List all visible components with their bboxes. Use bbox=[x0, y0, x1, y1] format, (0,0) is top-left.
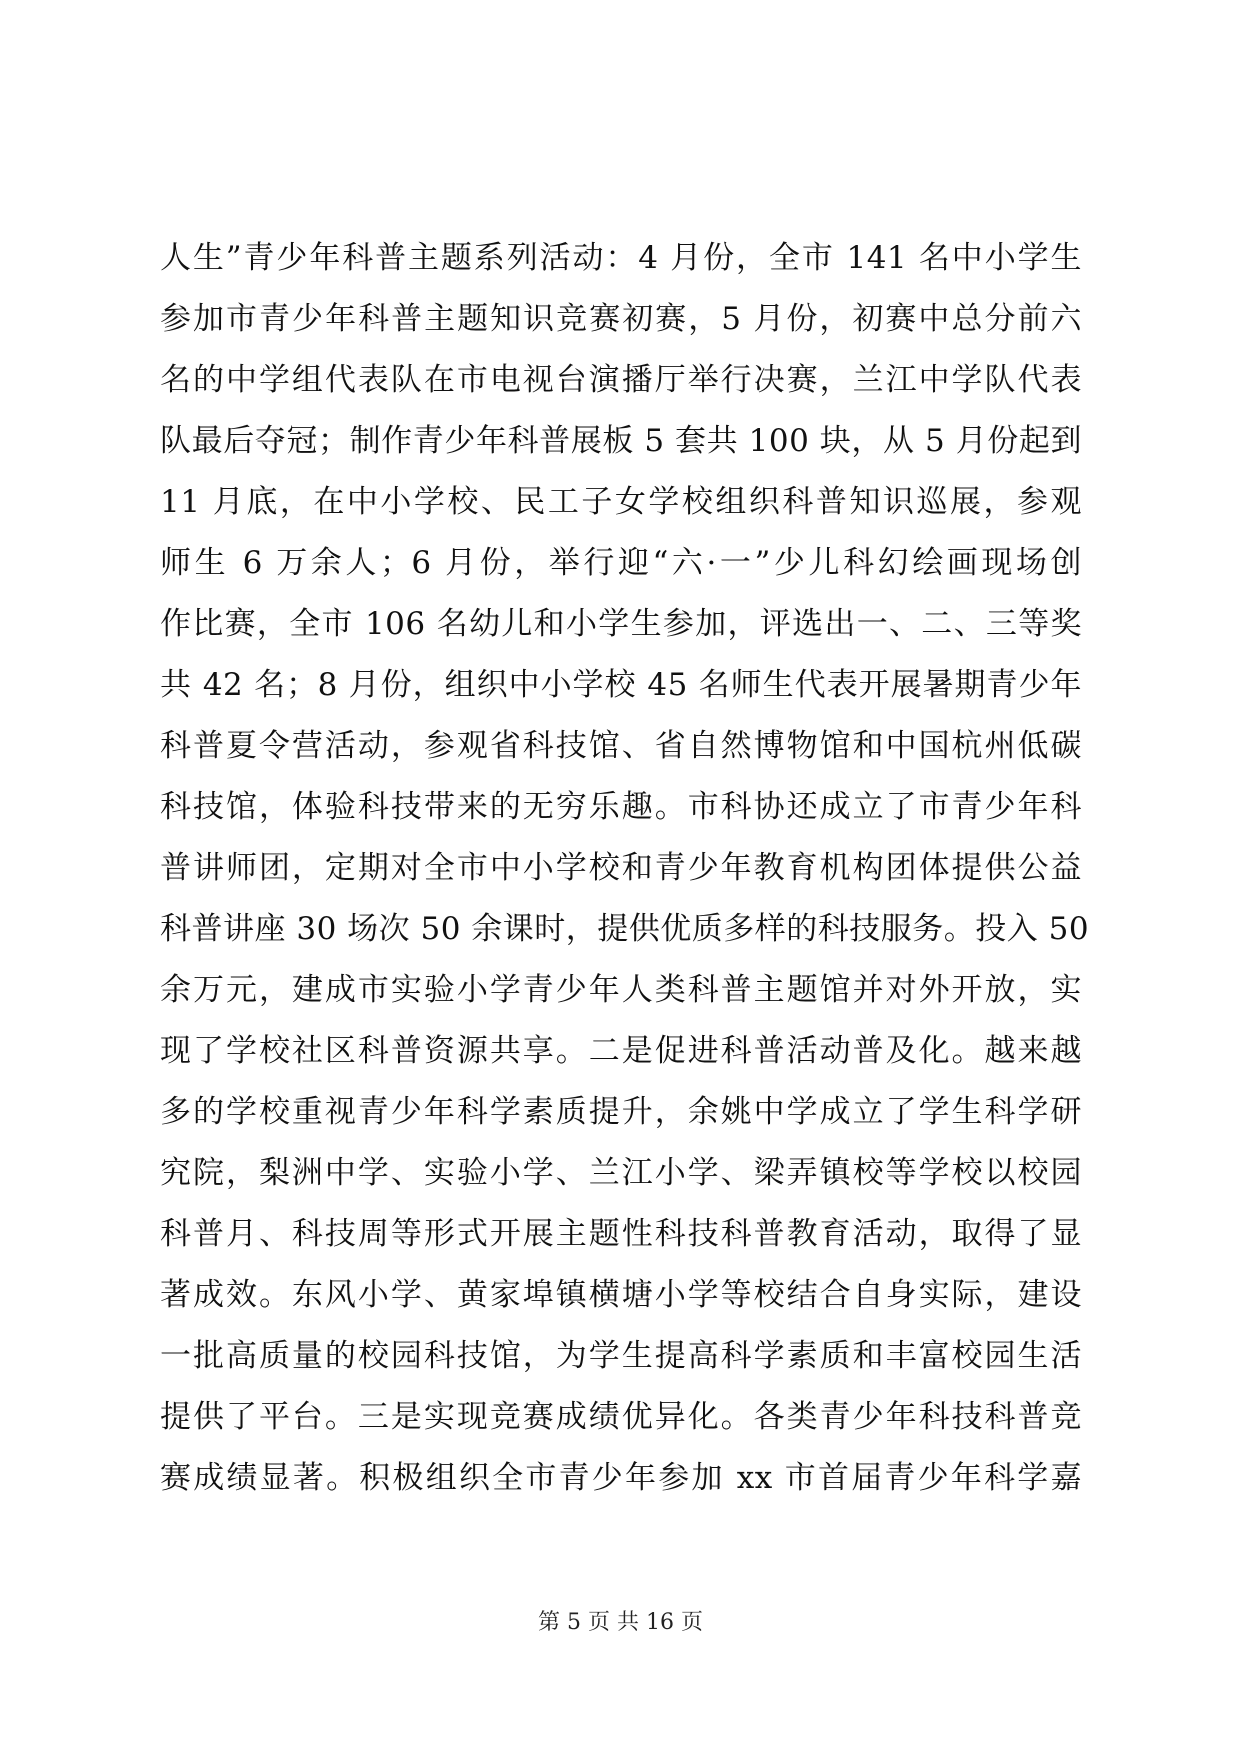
text-line: 科普夏令营活动，参观省科技馆、省自然博物馆和中国杭州低碳 bbox=[160, 728, 1082, 764]
text-line: 现了学校社区科普资源共享。二是促进科普活动普及化。越来越 bbox=[160, 1033, 1082, 1069]
page-number-footer: 第 5 页 共 16 页 bbox=[538, 1610, 703, 1635]
text-line: 科普月、科技周等形式开展主题性科技科普教育活动，取得了显 bbox=[160, 1216, 1082, 1252]
text-line: 多的学校重视青少年科学素质提升，余姚中学成立了学生科学研 bbox=[160, 1094, 1082, 1130]
text-line: 提供了平台。三是实现竞赛成绩优异化。各类青少年科技科普竞 bbox=[160, 1399, 1082, 1435]
text-line: 师生 6 万余人；6 月份，举行迎“六·一”少儿科幻绘画现场创 bbox=[160, 545, 1082, 581]
text-line: 11 月底，在中小学校、民工子女学校组织科普知识巡展，参观 bbox=[160, 484, 1082, 520]
text-line: 人生”青少年科普主题系列活动：4 月份，全市 141 名中小学生 bbox=[160, 240, 1082, 276]
text-line: 作比赛，全市 106 名幼儿和小学生参加，评选出一、二、三等奖 bbox=[160, 606, 1082, 642]
text-line: 究院，梨洲中学、实验小学、兰江小学、梁弄镇校等学校以校园 bbox=[160, 1155, 1082, 1191]
text-line: 赛成绩显著。积极组织全市青少年参加 xx 市首届青少年科学嘉 bbox=[160, 1460, 1082, 1496]
text-line: 著成效。东风小学、黄家埠镇横塘小学等校结合自身实际，建设 bbox=[160, 1277, 1082, 1313]
text-line: 共 42 名；8 月份，组织中小学校 45 名师生代表开展暑期青少年 bbox=[160, 667, 1082, 703]
text-line: 一批高质量的校园科技馆，为学生提高科学素质和丰富校园生活 bbox=[160, 1338, 1082, 1374]
text-line: 名的中学组代表队在市电视台演播厅举行决赛，兰江中学队代表 bbox=[160, 362, 1082, 398]
text-line: 队最后夺冠；制作青少年科普展板 5 套共 100 块，从 5 月份起到 bbox=[160, 423, 1082, 459]
text-line: 普讲师团，定期对全市中小学校和青少年教育机构团体提供公益 bbox=[160, 850, 1082, 886]
text-line: 科技馆，体验科技带来的无穷乐趣。市科协还成立了市青少年科 bbox=[160, 789, 1082, 825]
text-line: 参加市青少年科普主题知识竞赛初赛，5 月份，初赛中总分前六 bbox=[160, 301, 1082, 337]
text-line: 科普讲座 30 场次 50 余课时，提供优质多样的科技服务。投入 50 bbox=[160, 911, 1090, 947]
body-paragraph bbox=[160, 228, 1090, 1509]
text-line: 余万元，建成市实验小学青少年人类科普主题馆并对外开放，实 bbox=[160, 972, 1082, 1008]
